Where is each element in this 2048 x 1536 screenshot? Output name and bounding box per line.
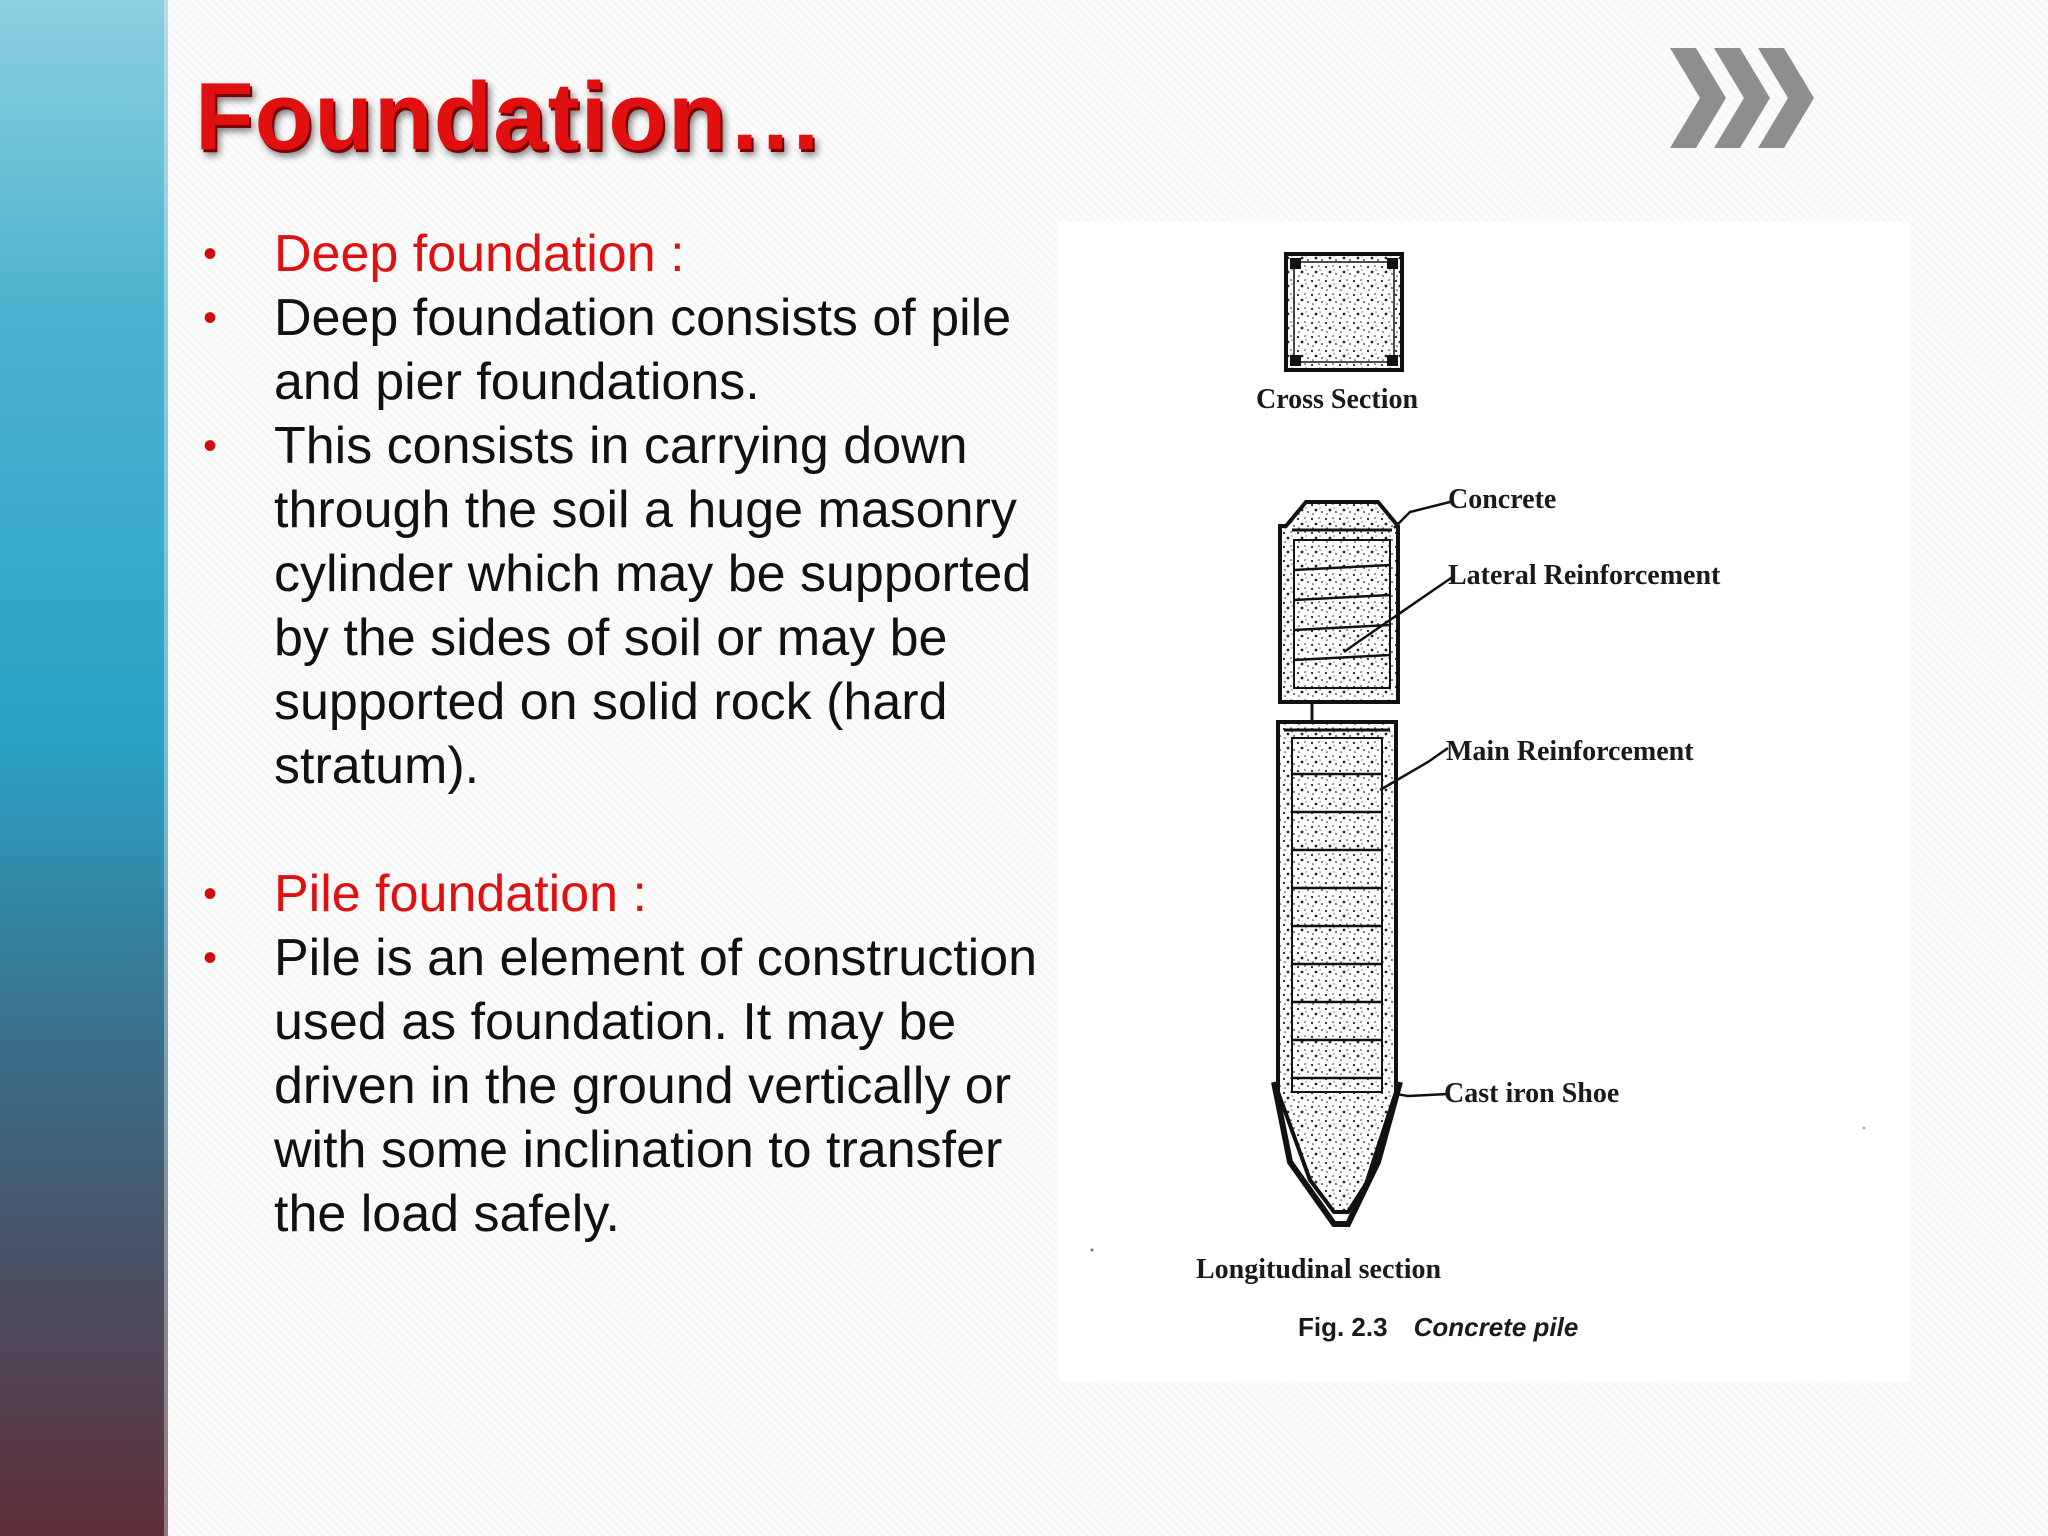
pile-upper-segment: [1280, 502, 1398, 702]
bullet-text: Pile foundation :: [274, 865, 647, 923]
bullet-text: Deep foundation consists of pile and pier foundations.: [274, 289, 1012, 411]
bullet-deep-foundation-description: [200, 414, 1050, 798]
concrete-pile-figure: [1058, 222, 1910, 1382]
bullet-list: [200, 222, 1050, 1246]
figure-caption: [1298, 1312, 1578, 1343]
slide-title: Foundation…: [195, 63, 825, 170]
pile-lower-segment: [1274, 704, 1400, 1224]
bullet-dot: •: [203, 296, 218, 340]
bullet-dot: •: [203, 424, 218, 468]
bullet-dot: •: [203, 232, 218, 276]
cast-iron-shoe-label: Cast iron Shoe: [1444, 1078, 1620, 1109]
bullet-text: Deep foundation :: [274, 225, 685, 283]
concrete-label: Concrete: [1448, 484, 1557, 515]
side-accent-bar: [0, 0, 168, 1536]
bullet-text: This consists in carrying down through the soil a huge masonry cylinder which may be supported by the sides of soil or may be supported on solid rock (hard stratum).: [274, 417, 1032, 795]
concrete-pile-drawing: [1058, 222, 1910, 1382]
cross-section-drawing: [1286, 254, 1402, 370]
longitudinal-section-label: Longitudinal section: [1196, 1254, 1442, 1285]
bullet-pile-definition: [200, 926, 1050, 1246]
double-chevron-right-icon: [1670, 48, 1820, 148]
figure-number: Fig. 2.3: [1298, 1312, 1388, 1342]
main-reinforcement-label: Main Reinforcement: [1446, 736, 1694, 767]
bullet-deep-foundation-heading: [200, 222, 1050, 286]
figure-caption-text: Concrete pile: [1413, 1312, 1579, 1342]
bullet-pile-foundation-heading: [200, 862, 1050, 926]
bullet-dot: •: [203, 872, 218, 916]
bullet-text: Pile is an element of construction used as foundation. It may be driven in the ground vertically or with some inclination to transfer the load safely.: [274, 929, 1038, 1243]
cross-section-label: Cross Section: [1256, 384, 1419, 415]
lateral-reinforcement-label: Lateral Reinforcement: [1448, 560, 1721, 591]
bullet-deep-foundation-definition: [200, 286, 1050, 414]
bullet-spacer: [200, 798, 1050, 862]
bullet-dot: •: [203, 936, 218, 980]
